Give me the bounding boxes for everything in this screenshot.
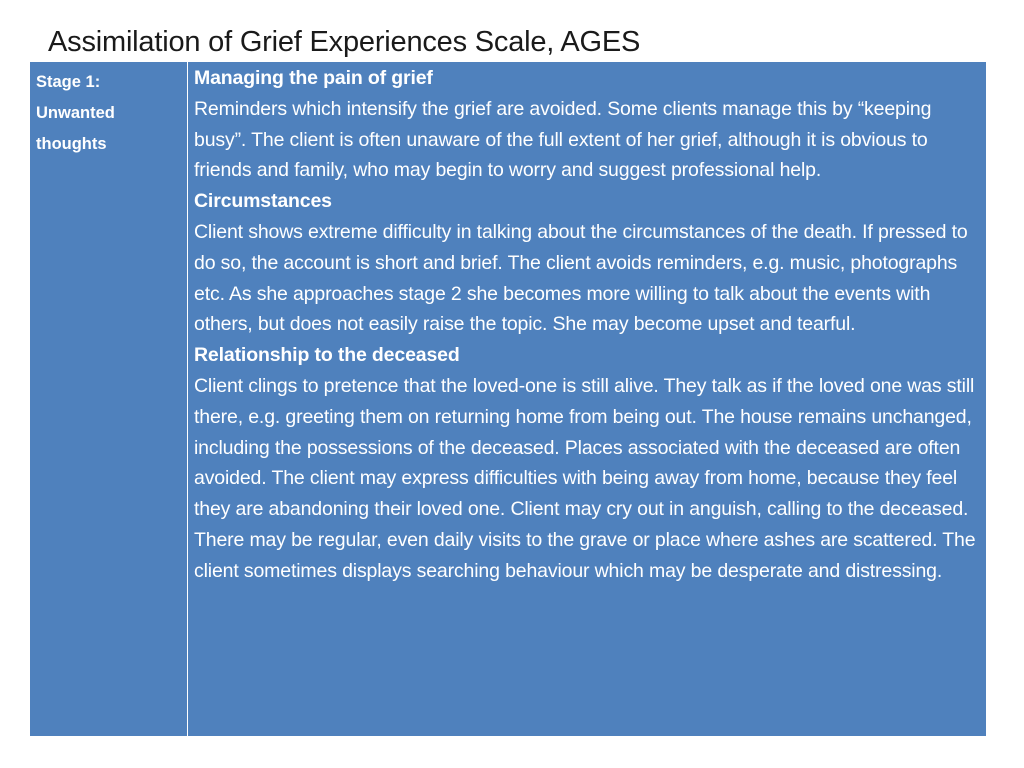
stage-label-cell — [30, 62, 188, 736]
stage-table — [29, 61, 987, 737]
section-heading-relationship: Relationship to the deceased — [194, 344, 460, 367]
section-body-circumstances: Client shows extreme difficulty in talking about the circumstances of the death. If pressed to do so, the account is short and brief. The client avoids reminders, e.g. music, photographs etc. As she approaches stage 2 she becomes more willing to talk about the events with others, but does not easily raise the topic. She may become upset and tearful. — [194, 220, 968, 336]
section-heading-pain: Managing the pain of grief — [194, 67, 433, 89]
section-body-relationship: Client clings to pretence that the loved-one is still alive. They talk as if the loved one was still there, e.g. greeting them on returning home from being out. The house remains unchanged, including the possessions of the deceased. Places associated with the deceased are often avoided. The client may express difficulties with being away from home, because they feel they are abandoning their loved one. Client may cry out in anguish, calling to the deceased. There may be regular, even daily visits to the grave or place where ashes are scattered. The client sometimes displays searching behaviour which may be desperate and distressing. — [194, 374, 976, 582]
stage-name-line-1: Unwanted — [36, 104, 115, 122]
stage-name-line-2: thoughts — [36, 135, 107, 153]
slide-title: Assimilation of Grief Experiences Scale, AGES — [48, 26, 641, 58]
section-body-pain: Reminders which intensify the grief are avoided. Some clients manage this by “keeping busy”. The client is often unaware of the full extent of her grief, although it is obvious to friends and family, who may begin to worry and suggest professional help. — [194, 97, 932, 182]
section-heading-circumstances: Circumstances — [194, 190, 332, 213]
stage-number: Stage 1: — [36, 73, 101, 91]
stage-description-cell — [188, 62, 986, 736]
